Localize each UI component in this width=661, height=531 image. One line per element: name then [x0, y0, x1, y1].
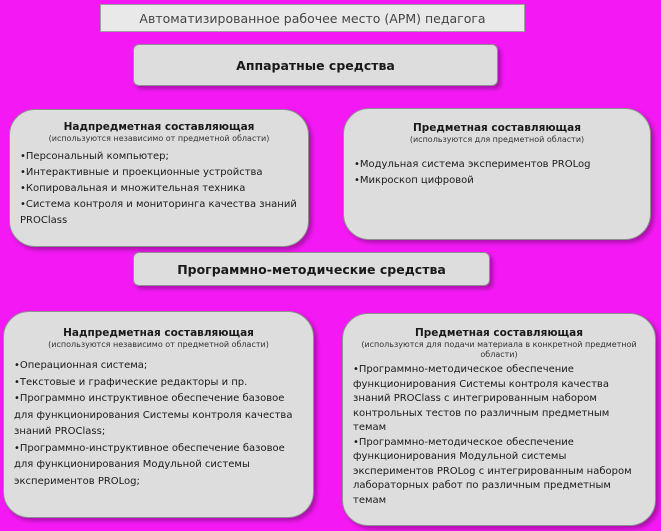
list-item: •Система контроля и мониторинга качества знаний PROClass [20, 199, 297, 226]
panel-note: (используются для предметной области) [409, 135, 585, 144]
software-section-header: Программно-методические средства [133, 252, 490, 286]
page-title: Автоматизированное рабочее место (АРМ) педагога [100, 4, 525, 32]
panel-note: (используются для подачи материала в конкретной предметной области) [361, 340, 637, 359]
panel-list [14, 358, 303, 490]
panel-note: (используются независимо от предметной области) [48, 134, 270, 143]
list-item: •Программно-инструктивное обеспечение базовое для функционирования Модульной системы экспериментов PROLog; [14, 442, 285, 487]
panel-heading: Предметная составляющая [413, 122, 581, 134]
panel-heading: Надпредметная составляющая [63, 327, 254, 339]
panel-list [20, 149, 298, 229]
list-item: •Программно инструктивное обеспечение базовое для функционирования Системы контроля качества знаний PROClass; [14, 393, 293, 437]
panel-list [354, 157, 640, 189]
hardware-subject-panel [343, 108, 651, 240]
hardware-section-header: Аппаратные средства [133, 44, 498, 86]
hardware-general-panel [9, 109, 309, 247]
list-item: •Персональный компьютер; [20, 151, 169, 162]
list-item: •Программно-методическое обеспечение функционирования Модульной системы экспериментов PROLog с интегрированным набором лабораторных работ по различным предметным темам [353, 436, 632, 506]
list-item: •Копировальная и множительная техника [20, 183, 246, 194]
panel-heading: Предметная составляющая [415, 327, 583, 339]
list-item: •Текстовые и графические редакторы и пр. [14, 376, 248, 388]
list-item: •Программно-методическое обеспечение функционирования Системы контроля качества знаний PROClass с интегрированным набором контрольных тестов по различным предметным темам [353, 364, 610, 433]
panel-note: (используются независимо от предметной области) [48, 340, 269, 349]
panel-heading: Надпредметная составляющая [63, 121, 255, 133]
list-item: •Интерактивные и проекционные устройства [20, 167, 263, 178]
software-subject-panel [342, 313, 656, 526]
list-item: •Микроскоп цифровой [354, 175, 474, 186]
panel-list [353, 363, 645, 508]
list-item: •Операционная система; [14, 360, 148, 371]
list-item: •Модульная система экспериментов PROLog [354, 159, 591, 170]
software-general-panel [3, 311, 314, 518]
